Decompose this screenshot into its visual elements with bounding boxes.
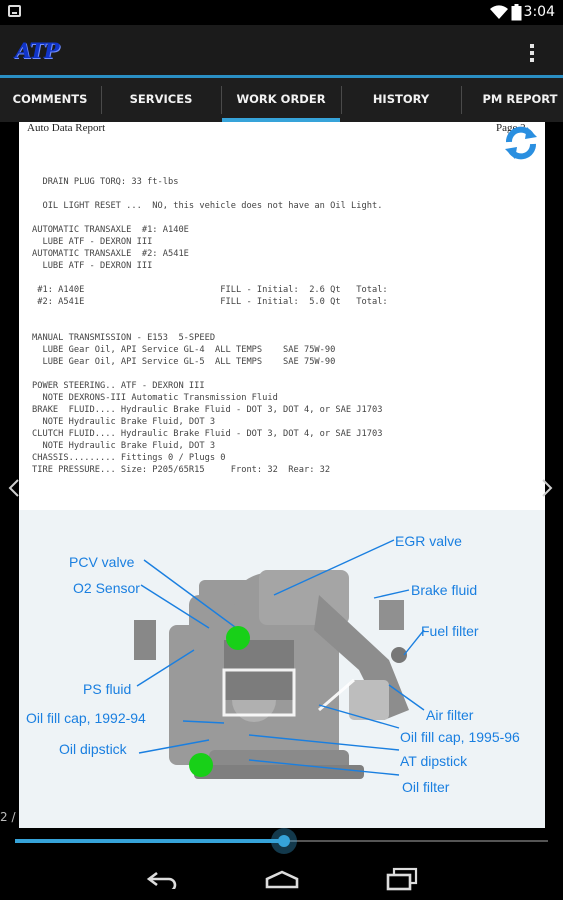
label-fuel-filter: Fuel filter <box>421 623 479 639</box>
label-air-filter: Air filter <box>426 707 474 723</box>
recent-apps-icon[interactable] <box>386 867 418 891</box>
label-oil-fill-cap-1995: Oil fill cap, 1995-96 <box>400 729 520 745</box>
tab-history[interactable]: HISTORY <box>372 92 430 106</box>
page-counter: 2 / <box>0 810 16 824</box>
app-logo[interactable]: ATP <box>15 38 59 63</box>
notification-icon <box>8 5 21 17</box>
system-nav-bar <box>0 856 563 900</box>
marker-o2-sensor <box>226 626 250 650</box>
marker-oil-dipstick <box>189 753 213 777</box>
page-seekbar[interactable] <box>15 826 548 856</box>
seekbar-thumb[interactable] <box>271 828 297 854</box>
engine-illustration <box>134 570 409 779</box>
clock: 3:04 <box>523 4 555 20</box>
back-icon[interactable] <box>145 869 179 889</box>
tab-pm-report[interactable]: PM REPORT <box>482 92 558 106</box>
refresh-icon[interactable] <box>503 125 539 161</box>
tab-services[interactable]: SERVICES <box>129 92 193 106</box>
engine-diagram-svg <box>19 510 545 828</box>
battery-icon <box>511 4 522 21</box>
label-o2-sensor: O2 Sensor <box>73 580 140 596</box>
action-bar <box>0 25 563 75</box>
label-oil-filter: Oil filter <box>402 779 450 795</box>
overflow-menu-icon[interactable] <box>522 41 542 63</box>
label-oil-dipstick: Oil dipstick <box>59 741 127 757</box>
home-icon[interactable] <box>264 869 300 889</box>
label-egr-valve: EGR valve <box>395 533 462 549</box>
tab-work-order[interactable]: WORK ORDER <box>236 92 326 106</box>
label-at-dipstick: AT dipstick <box>400 753 468 769</box>
seekbar-progress <box>15 839 284 843</box>
document-header-title: Auto Data Report <box>27 122 106 134</box>
engine-diagram <box>19 510 545 828</box>
tab-comments[interactable]: COMMENTS <box>12 92 88 106</box>
wifi-icon <box>489 5 509 20</box>
label-ps-fluid: PS fluid <box>83 681 132 697</box>
label-oil-fill-cap-1992: Oil fill cap, 1992-94 <box>26 710 146 726</box>
document-page[interactable] <box>19 122 545 828</box>
label-pcv-valve: PCV valve <box>69 554 135 570</box>
status-bar <box>0 0 563 25</box>
previous-page-icon[interactable] <box>8 478 20 498</box>
label-brake-fluid: Brake fluid <box>411 582 478 598</box>
tab-bar <box>0 78 563 122</box>
next-page-icon[interactable] <box>541 478 553 498</box>
document-page-number: Page 2 <box>496 122 526 134</box>
report-text: DRAIN PLUG TORQ: 33 ft-lbs OIL LIGHT RESET ... NO, this vehicle does not have an Oil Light. AUTOMATIC TRANSAXLE #1: A140E LUBE ATF - DEXRON III AUTOMATIC TRANSAXLE #2: A541E LUBE ATF - DEXRON III #1: A140E FILL - Initial: 2.6 Qt Total: #2: A541E FILL - Initial: 5.0 Qt Total: MANUAL TRANSMISSION - E153 5-SPEED LUBE Gear Oil, API Service GL-4 ALL TEMPS SAE 75W-90 LUBE Gear Oil, API Service GL-5 ALL TEMPS SAE 75W-90 POWER STEERING.. ATF - DEXRON III NOTE DEXRONS-III Automatic Transmission Fluid BRAKE FLUID.... Hydraulic Brake Fluid - DOT 3, DOT 4, or SAE J1703 NOTE Hydraulic Brake Fluid, DOT 3 CLUTCH FLUID.... Hydraulic Brake Fluid - DOT 3, DOT 4, or SAE J1703 NOTE Hydraulic Brake Fluid, DOT 3 CHASSIS......... Fittings 0 / Plugs 0 TIRE PRESSURE... Size: P205/65R15 Front: 32 Rear: 32 <box>32 177 388 475</box>
